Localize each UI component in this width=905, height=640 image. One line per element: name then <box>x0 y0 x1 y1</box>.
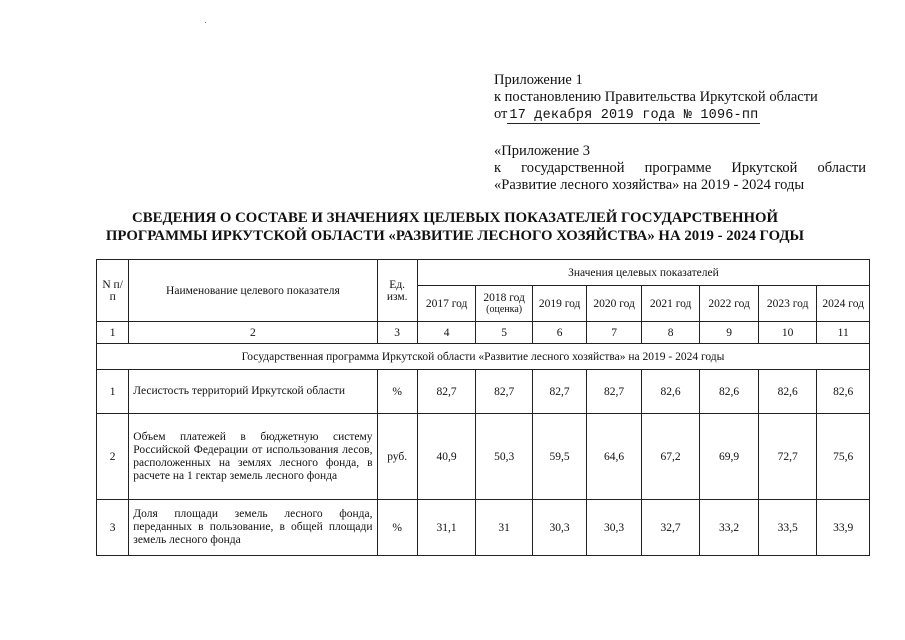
attachment-1-block <box>494 72 818 124</box>
title-line-1: СВЕДЕНИЯ О СОСТАВЕ И ЗНАЧЕНИЯХ ЦЕЛЕВЫХ ПОКАЗАТЕЛЕЙ ГОСУДАРСТВЕННОЙ <box>132 210 778 226</box>
attachment-3-block <box>494 143 866 194</box>
attachment-1-date-line <box>494 106 818 124</box>
title-line-2: ПРОГРАММЫ ИРКУТСКОЙ ОБЛАСТИ «РАЗВИТИЕ ЛЕСНОГО ХОЗЯЙСТВА» НА 2019 - 2024 ГОДЫ <box>105 228 805 244</box>
table-row <box>97 414 870 500</box>
attachment-1-resolution: к постановлению Правительства Иркутской области <box>494 89 818 105</box>
indicators-table <box>96 259 870 556</box>
row-value: 30,3 <box>532 500 586 556</box>
row-value: 82,6 <box>641 370 700 414</box>
row-value: 50,3 <box>476 414 533 500</box>
table-row <box>97 500 870 556</box>
row-name: Лесистость территорий Иркутской области <box>129 370 377 414</box>
row-value: 72,7 <box>758 414 817 500</box>
scan-speck <box>205 22 206 23</box>
header-year: 2024 год <box>817 286 870 322</box>
row-value: 82,7 <box>476 370 533 414</box>
header-year: 2017 год <box>417 286 476 322</box>
row-unit: % <box>377 500 417 556</box>
row-value: 82,6 <box>758 370 817 414</box>
attachment-1-label: Приложение 1 <box>494 72 583 88</box>
row-value: 31 <box>476 500 533 556</box>
row-value: 59,5 <box>532 414 586 500</box>
column-number: 11 <box>817 322 870 344</box>
row-value: 75,6 <box>817 414 870 500</box>
header-unit <box>377 260 417 322</box>
row-value: 33,5 <box>758 500 817 556</box>
row-name: Объем платежей в бюджетную систему Российской Федерации от использования лесов, расположенных на землях лесного фонда, в расчете на 1 гектар земель лесного фонда <box>129 414 377 500</box>
header-values-group <box>417 260 869 286</box>
column-number: 7 <box>587 322 641 344</box>
row-value: 82,6 <box>700 370 759 414</box>
row-num: 1 <box>97 370 129 414</box>
row-value: 30,3 <box>587 500 641 556</box>
column-number: 5 <box>476 322 533 344</box>
header-num <box>97 260 129 322</box>
date-prefix: от <box>494 106 508 122</box>
header-unit-label: Ед. изм. <box>386 278 408 303</box>
row-value: 33,2 <box>700 500 759 556</box>
row-unit: руб. <box>377 414 417 500</box>
header-year: 2023 год <box>758 286 817 322</box>
row-value: 82,7 <box>532 370 586 414</box>
row-name: Доля площади земель лесного фонда, переданных в пользование, в общей площади земель лесного фонда <box>129 500 377 556</box>
header-year: 2022 год <box>700 286 759 322</box>
attachment-3-program: к государственной программе Иркутской области <box>494 160 866 176</box>
header-num-label: N п/п <box>102 278 123 303</box>
row-value: 69,9 <box>700 414 759 500</box>
column-number-row <box>97 322 870 344</box>
header-year <box>476 286 533 322</box>
table-row <box>97 370 870 414</box>
row-value: 33,9 <box>817 500 870 556</box>
column-number: 4 <box>417 322 476 344</box>
header-year: 2020 год <box>587 286 641 322</box>
header-year: 2019 год <box>532 286 586 322</box>
attachment-3-label: «Приложение 3 <box>494 143 590 159</box>
section-row <box>97 344 870 370</box>
resolution-date-number: 17 декабря 2019 года № 1096-пп <box>509 108 759 123</box>
section-title: Государственная программа Иркутской области «Развитие лесного хозяйства» на 2019 - 2024 годы <box>97 344 870 370</box>
column-number: 1 <box>97 322 129 344</box>
row-unit: % <box>377 370 417 414</box>
row-value: 82,7 <box>417 370 476 414</box>
row-num: 3 <box>97 500 129 556</box>
header-values-group-label: Значения целевых показателей <box>568 266 719 279</box>
row-value: 32,7 <box>641 500 700 556</box>
column-number: 6 <box>532 322 586 344</box>
column-number: 10 <box>758 322 817 344</box>
row-value: 64,6 <box>587 414 641 500</box>
column-number: 2 <box>129 322 377 344</box>
document-title <box>60 209 850 245</box>
header-name-label: Наименование целевого показателя <box>166 284 340 297</box>
header-year-2018: 2018 год <box>483 292 525 304</box>
attachment-3-program-name: «Развитие лесного хозяйства» на 2019 - 2024 годы <box>494 177 805 193</box>
row-value: 82,7 <box>587 370 641 414</box>
row-value: 31,1 <box>417 500 476 556</box>
row-value: 67,2 <box>641 414 700 500</box>
column-number: 9 <box>700 322 759 344</box>
header-year: 2021 год <box>641 286 700 322</box>
row-value: 82,6 <box>817 370 870 414</box>
column-number: 3 <box>377 322 417 344</box>
column-number: 8 <box>641 322 700 344</box>
row-value: 40,9 <box>417 414 476 500</box>
header-year-2018-note: (оценка) <box>486 304 523 315</box>
header-row-1 <box>97 260 870 286</box>
row-num: 2 <box>97 414 129 500</box>
header-name <box>129 260 377 322</box>
